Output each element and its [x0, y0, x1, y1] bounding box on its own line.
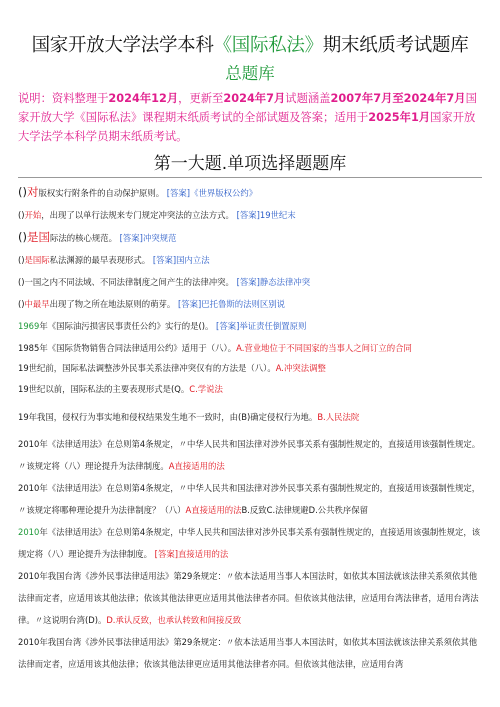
question-answer: [答案]举证责任倒置原则 — [216, 321, 307, 331]
question-text: 际法的核心规范。 — [49, 233, 117, 243]
question-item — [18, 337, 482, 359]
question-prefix: () — [18, 299, 25, 309]
intro-text: ，更新至 — [178, 92, 224, 105]
intro-text: 国家开放大学法学本科学员期末纸质考试。 — [18, 111, 476, 143]
question-item — [18, 359, 482, 377]
question-answer: [答案]国内立法 — [152, 255, 210, 265]
intro-date: 2024年12月 — [108, 92, 179, 105]
document-subtitle: 总题库 — [225, 64, 275, 83]
question-answer: A直接适用的法 — [168, 461, 225, 471]
question-keyword: 对 — [26, 185, 39, 199]
question-options: B.反致C.法律规避D.公共秩序保留 — [241, 505, 369, 515]
question-prefix: 2010 — [18, 527, 40, 537]
question-item — [18, 226, 482, 249]
intro-note — [18, 89, 482, 146]
question-prefix: () — [18, 185, 27, 199]
question-answer: [答案]静态法律冲突 — [236, 277, 311, 287]
question-item — [18, 271, 482, 293]
question-text: 19世纪前，国际私法调整涉外民事关系法律冲突仅有的方法是（八）。 — [18, 363, 276, 373]
question-text: 2010年我国台湾《涉外民事法律适用法》第29条规定：〃依本法适用当事人本国法时，如依其本国法就该法律关系须依其他法律而定者，应适用该其他法律；依该其他法律更应适用其他法律者亦同。但依该其他法律，应适用台湾法律者，适用台湾法律。〃这说明台湾(D)。 — [18, 571, 479, 625]
question-item — [18, 204, 482, 226]
intro-text: 说明：资料整理于 — [18, 92, 109, 105]
question-text: ，出现了以单行法规来专门规定冲突法的立法方式。 — [41, 210, 234, 220]
question-text: 私法渊源的最早表现形式。 — [49, 255, 151, 265]
question-answer: [答案]冲突规范 — [119, 233, 177, 243]
question-text: 19世纪以前，国际私法的主要表现形式是(Q。 — [18, 384, 190, 394]
intro-text: 试题涵盖 — [285, 92, 331, 105]
question-answer: B.人民法院 — [317, 412, 360, 422]
question-prefix: 1969 — [18, 321, 40, 331]
question-answer: D.承认反致，也承认转致和间接反致 — [106, 615, 242, 625]
question-keyword: 中最早 — [24, 299, 50, 309]
question-keyword: 是国际 — [24, 255, 50, 265]
question-keyword: 是国 — [26, 230, 50, 244]
intro-date: 2007年7月至2024年7月 — [330, 92, 466, 105]
question-prefix: () — [18, 210, 25, 220]
question-item — [18, 293, 482, 315]
question-prefix: () — [18, 277, 25, 287]
question-text: 版权实行附条件的自动保护原则。 — [38, 188, 165, 198]
question-answer: [答案]19世纪末 — [236, 210, 296, 220]
section-title: 第一大题.单项选择题题库 — [18, 152, 482, 178]
document-title — [18, 0, 482, 58]
question-item — [18, 565, 482, 631]
intro-date: 2025年1月 — [368, 111, 431, 124]
question-text: 2010年我国台湾《涉外民事法律适用法》第29条规定：〃依本法适用当事人本国法时，如依其本国法就该法律关系须依其他法律而定者，应适用该其他法律；依该其他法律更应适用其他法律者亦同。但依该其他法律，应适用台湾 — [18, 637, 478, 669]
question-text: 2010年《法律适用法》在总则第4条规定，〃中华人民共和国法律对涉外民事关系有强制性规定的，直接适用该强制性规定，〃该规定将哪种理论提升为法律制度？（八） — [18, 483, 481, 515]
question-text: 一国之内不同法域、不同法律制度之间产生的法律冲突。 — [24, 277, 234, 287]
question-item — [18, 315, 482, 337]
question-item — [18, 433, 482, 477]
question-list — [18, 181, 482, 675]
question-item — [18, 631, 482, 675]
question-item — [18, 477, 482, 521]
question-answer: A.营业地位于不同国家的当事人之间订立的合同 — [236, 343, 412, 353]
question-prefix: () — [18, 230, 27, 244]
question-item — [18, 401, 482, 433]
intro-text: 国家开放大学《国际私法》课程期末纸质考试的全部试题及答案；适用于 — [18, 92, 477, 124]
question-text: 出现了物之所在地法原则的萌芽。 — [49, 299, 176, 309]
question-answer: A.冲突法调整 — [275, 363, 326, 373]
question-item — [18, 249, 482, 271]
title-prefix: 国家开放大学法学本科 — [31, 35, 214, 56]
question-item — [18, 377, 482, 401]
question-item — [18, 181, 482, 204]
question-text: 年《国际油污损害民事责任公约》实行的是()。 — [39, 321, 214, 331]
question-text: 年《法律适用法》在总则第4条规定，中华人民共和国法律对涉外民事关系有强制性规定的，直接适用该强制性规定，该规定将（八）理论提升为法律制度。 — [18, 527, 481, 559]
question-prefix: () — [18, 255, 25, 265]
intro-date: 2024年7月 — [223, 92, 286, 105]
question-keyword: 开始 — [24, 210, 42, 220]
question-item — [18, 521, 482, 565]
question-answer: [答案]直接适用的法 — [154, 549, 229, 559]
question-text: 19年我国，侵权行为事实地和侵权结果发生地不一致时，由(B)确定侵权行为地。 — [18, 412, 318, 422]
question-answer: [答案]《世界版权公约》 — [166, 188, 258, 198]
title-suffix: 期末纸质考试题库 — [322, 35, 469, 56]
question-text: 1985年《国际货物销售合同法律适用公约》适用于（八）。 — [18, 343, 237, 353]
question-answer: [答案]巴托鲁斯的法则区别说 — [177, 299, 286, 309]
course-name: 《国际私法》 — [213, 35, 323, 56]
question-answer: C.学说法 — [189, 384, 223, 394]
question-answer: A直接适用的法 — [185, 505, 242, 515]
question-text: 2010年《法律适用法》在总则第4条规定，〃中华人民共和国法律对涉外民事关系有强制性规定的，直接适用该强制性规定。〃该规定将（八）理论提升为法律制度。 — [18, 439, 481, 471]
